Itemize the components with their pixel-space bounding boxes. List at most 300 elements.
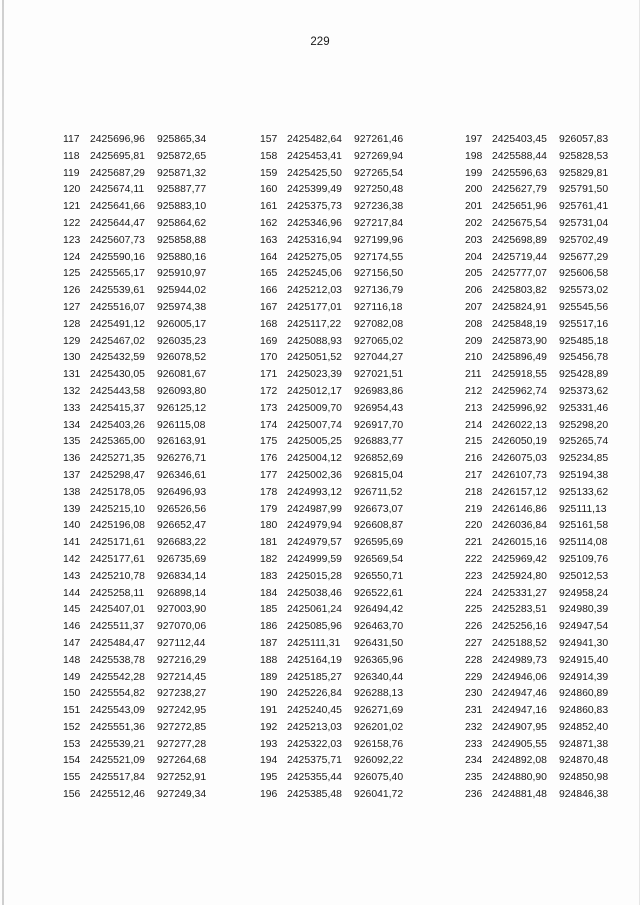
table-row [465, 250, 629, 267]
y-coordinate: 927252,91 [157, 772, 207, 784]
point-number: 200 [465, 184, 483, 196]
point-number: 198 [465, 150, 483, 162]
x-coordinate: 2425245,06 [287, 268, 342, 280]
table-row [63, 703, 227, 720]
x-coordinate: 2424989,73 [492, 654, 547, 666]
y-coordinate: 927156,50 [354, 268, 404, 280]
point-number: 127 [63, 301, 81, 313]
x-coordinate: 2425038,46 [287, 587, 342, 599]
point-number: 182 [260, 553, 278, 565]
x-coordinate: 2424993,12 [287, 486, 342, 498]
point-number: 132 [63, 385, 81, 397]
x-coordinate: 2425005,25 [287, 436, 342, 448]
y-coordinate: 926673,07 [354, 503, 404, 515]
y-coordinate: 926075,40 [354, 772, 404, 784]
y-coordinate: 924915,40 [559, 654, 609, 666]
y-coordinate: 926276,71 [157, 453, 207, 465]
table-row [260, 535, 424, 552]
x-coordinate: 2425696,96 [90, 134, 145, 145]
x-coordinate: 2425539,21 [90, 738, 145, 750]
y-coordinate: 927269,94 [354, 150, 404, 162]
x-coordinate: 2425088,93 [287, 335, 342, 347]
x-coordinate: 2425698,89 [492, 234, 547, 246]
point-number: 130 [63, 352, 81, 364]
y-coordinate: 926158,76 [354, 738, 404, 750]
y-coordinate: 925829,81 [559, 167, 609, 179]
x-coordinate: 2425590,16 [90, 251, 145, 263]
y-coordinate: 927021,51 [354, 369, 404, 381]
y-coordinate: 925871,32 [157, 167, 207, 179]
point-number: 168 [260, 318, 278, 330]
x-coordinate: 2426157,12 [492, 486, 547, 498]
y-coordinate: 926057,83 [559, 134, 609, 145]
y-coordinate: 927112,44 [157, 637, 206, 649]
x-coordinate: 2425271,35 [90, 453, 145, 465]
point-number: 148 [63, 654, 81, 666]
table-row [63, 586, 227, 603]
table-row [63, 233, 227, 250]
table-row [260, 770, 424, 787]
table-row [465, 451, 629, 468]
table-row [260, 703, 424, 720]
table-row [465, 552, 629, 569]
y-coordinate: 925161,58 [559, 520, 609, 532]
x-coordinate: 2425212,03 [287, 285, 342, 297]
x-coordinate: 2426022,13 [492, 419, 547, 431]
point-number: 163 [260, 234, 278, 246]
y-coordinate: 926683,22 [157, 537, 207, 549]
point-number: 172 [260, 385, 278, 397]
x-coordinate: 2425695,81 [90, 150, 145, 162]
table-row [63, 619, 227, 636]
table-row [260, 552, 424, 569]
y-coordinate: 927249,34 [157, 789, 207, 801]
page-number: 229 [310, 36, 330, 48]
y-coordinate: 925545,56 [559, 301, 609, 313]
x-coordinate: 2425443,58 [90, 385, 145, 397]
y-coordinate: 926041,72 [354, 789, 404, 801]
table-row [260, 149, 424, 166]
x-coordinate: 2424999,59 [287, 553, 342, 565]
table-row [260, 586, 424, 603]
point-number: 165 [260, 268, 278, 280]
x-coordinate: 2425085,96 [287, 621, 342, 633]
table-row [63, 199, 227, 216]
point-number: 204 [465, 251, 483, 263]
point-number: 180 [260, 520, 278, 532]
x-coordinate: 2425969,42 [492, 553, 547, 565]
point-number: 140 [63, 520, 81, 532]
table-row [63, 569, 227, 586]
y-coordinate: 924846,38 [559, 789, 609, 801]
point-number: 122 [63, 217, 81, 229]
x-coordinate: 2425213,03 [287, 721, 342, 733]
y-coordinate: 925887,77 [157, 184, 207, 196]
y-coordinate: 925864,62 [157, 217, 207, 229]
x-coordinate: 2426015,16 [492, 537, 547, 549]
x-coordinate: 2424905,55 [492, 738, 547, 750]
point-number: 125 [63, 268, 81, 280]
y-coordinate: 927217,84 [354, 217, 404, 229]
x-coordinate: 2425196,08 [90, 520, 145, 532]
y-coordinate: 926983,86 [354, 385, 404, 397]
table-row [63, 182, 227, 199]
point-number: 205 [465, 268, 483, 280]
table-row [465, 233, 629, 250]
y-coordinate: 925012,53 [559, 570, 609, 582]
x-coordinate: 2425516,07 [90, 301, 145, 313]
table-row [63, 552, 227, 569]
x-coordinate: 2424987,99 [287, 503, 342, 515]
point-number: 131 [63, 369, 81, 381]
x-coordinate: 2425322,03 [287, 738, 342, 750]
table-row [465, 619, 629, 636]
point-number: 229 [465, 671, 483, 683]
y-coordinate: 924958,24 [559, 587, 609, 599]
x-coordinate: 2425226,84 [287, 688, 342, 700]
point-number: 228 [465, 654, 483, 666]
x-coordinate: 2425596,63 [492, 167, 547, 179]
point-number: 212 [465, 385, 483, 397]
x-coordinate: 2425588,44 [492, 150, 547, 162]
point-number: 157 [260, 134, 278, 145]
x-coordinate: 2425178,05 [90, 486, 145, 498]
table-row [260, 367, 424, 384]
point-number: 123 [63, 234, 81, 246]
x-coordinate: 2425538,78 [90, 654, 145, 666]
y-coordinate: 927065,02 [354, 335, 404, 347]
x-coordinate: 2425188,52 [492, 637, 547, 649]
point-number: 179 [260, 503, 278, 515]
point-number: 220 [465, 520, 483, 532]
y-coordinate: 925761,41 [559, 201, 609, 213]
table-row [465, 703, 629, 720]
table-row [465, 535, 629, 552]
point-number: 146 [63, 621, 81, 633]
table-row [260, 384, 424, 401]
point-number: 218 [465, 486, 483, 498]
point-number: 176 [260, 453, 278, 465]
x-coordinate: 2425258,11 [90, 587, 145, 599]
y-coordinate: 926125,12 [157, 402, 207, 414]
y-coordinate: 925298,20 [559, 419, 609, 431]
table-row [465, 384, 629, 401]
point-number: 211 [465, 369, 482, 381]
y-coordinate: 927272,85 [157, 721, 207, 733]
y-coordinate: 925865,34 [157, 134, 207, 145]
point-number: 221 [465, 537, 483, 549]
point-number: 156 [63, 789, 81, 801]
x-coordinate: 2425543,09 [90, 705, 145, 717]
point-number: 136 [63, 453, 81, 465]
x-coordinate: 2425432,59 [90, 352, 145, 364]
table-row [465, 770, 629, 787]
point-number: 129 [63, 335, 81, 347]
table-row [63, 434, 227, 451]
y-coordinate: 927250,48 [354, 184, 404, 196]
y-coordinate: 927214,45 [157, 671, 207, 683]
x-coordinate: 2425283,51 [492, 604, 547, 616]
x-coordinate: 2425004,12 [287, 453, 342, 465]
point-number: 137 [63, 469, 81, 481]
y-coordinate: 927238,27 [157, 688, 207, 700]
y-coordinate: 925880,16 [157, 251, 207, 263]
point-number: 121 [63, 201, 81, 213]
table-row [63, 636, 227, 653]
y-coordinate: 927216,29 [157, 654, 207, 666]
point-number: 154 [63, 755, 81, 767]
table-row [260, 250, 424, 267]
point-number: 174 [260, 419, 278, 431]
table-row [63, 602, 227, 619]
point-number: 126 [63, 285, 81, 297]
x-coordinate: 2425009,70 [287, 402, 342, 414]
point-number: 202 [465, 217, 483, 229]
x-coordinate: 2425185,27 [287, 671, 342, 683]
y-coordinate: 926815,04 [354, 469, 404, 481]
y-coordinate: 925428,89 [559, 369, 609, 381]
point-number: 147 [63, 637, 81, 649]
table-row [63, 518, 227, 535]
table-row [465, 518, 629, 535]
x-coordinate: 2425848,19 [492, 318, 547, 330]
table-row [63, 250, 227, 267]
y-coordinate: 926271,69 [354, 705, 404, 717]
y-coordinate: 925331,46 [559, 402, 609, 414]
table-row [260, 653, 424, 670]
point-number: 184 [260, 587, 278, 599]
table-row [465, 720, 629, 737]
y-coordinate: 927136,79 [354, 285, 404, 297]
point-number: 164 [260, 251, 278, 263]
x-coordinate: 2425415,37 [90, 402, 145, 414]
table-row [63, 384, 227, 401]
point-number: 145 [63, 604, 81, 616]
table-row [465, 266, 629, 283]
table-row [260, 418, 424, 435]
table-row [63, 753, 227, 770]
y-coordinate: 927003,90 [157, 604, 207, 616]
x-coordinate: 2425644,47 [90, 217, 145, 229]
y-coordinate: 926735,69 [157, 553, 207, 565]
point-number: 201 [465, 201, 483, 213]
table-row [260, 401, 424, 418]
table-row [63, 670, 227, 687]
point-number: 194 [260, 755, 278, 767]
point-number: 178 [260, 486, 278, 498]
point-number: 227 [465, 637, 483, 649]
point-number: 213 [465, 402, 483, 414]
y-coordinate: 925234,85 [559, 453, 609, 465]
y-coordinate: 926711,52 [354, 486, 403, 498]
point-number: 175 [260, 436, 278, 448]
table-row [465, 334, 629, 351]
x-coordinate: 2425002,36 [287, 469, 342, 481]
y-coordinate: 926496,93 [157, 486, 207, 498]
point-number: 191 [260, 705, 278, 717]
y-coordinate: 925517,16 [559, 318, 609, 330]
y-coordinate: 924980,39 [559, 604, 609, 616]
x-coordinate: 2424880,90 [492, 772, 547, 784]
x-coordinate: 2425542,28 [90, 671, 145, 683]
table-row [260, 636, 424, 653]
x-coordinate: 2425012,17 [287, 385, 342, 397]
x-coordinate: 2425996,92 [492, 402, 547, 414]
table-row [260, 787, 424, 804]
x-coordinate: 2425554,82 [90, 688, 145, 700]
table-row [260, 753, 424, 770]
y-coordinate: 925109,76 [559, 553, 609, 565]
table-row [465, 636, 629, 653]
table-row [260, 485, 424, 502]
y-coordinate: 926852,69 [354, 453, 404, 465]
table-row [260, 619, 424, 636]
y-coordinate: 925910,97 [157, 268, 207, 280]
y-coordinate: 926201,02 [354, 721, 404, 733]
x-coordinate: 2425007,74 [287, 419, 342, 431]
y-coordinate: 925944,02 [157, 285, 207, 297]
x-coordinate: 2425275,05 [287, 251, 342, 263]
y-coordinate: 927082,08 [354, 318, 404, 330]
table-row [260, 737, 424, 754]
y-coordinate: 924914,39 [559, 671, 609, 683]
table-row [260, 233, 424, 250]
table-row [465, 401, 629, 418]
table-row [260, 720, 424, 737]
x-coordinate: 2425627,79 [492, 184, 547, 196]
point-number: 208 [465, 318, 483, 330]
y-coordinate: 927265,54 [354, 167, 404, 179]
x-coordinate: 2425484,47 [90, 637, 145, 649]
x-coordinate: 2425607,73 [90, 234, 145, 246]
point-number: 192 [260, 721, 278, 733]
y-coordinate: 926954,43 [354, 402, 404, 414]
point-number: 173 [260, 402, 278, 414]
x-coordinate: 2425399,49 [287, 184, 342, 196]
table-row [260, 670, 424, 687]
table-row [63, 720, 227, 737]
point-number: 181 [260, 537, 278, 549]
x-coordinate: 2424979,57 [287, 537, 342, 549]
point-number: 186 [260, 621, 278, 633]
y-coordinate: 927044,27 [354, 352, 404, 364]
y-coordinate: 924870,48 [559, 755, 609, 767]
point-number: 190 [260, 688, 278, 700]
table-row [465, 653, 629, 670]
x-coordinate: 2425210,78 [90, 570, 145, 582]
table-row [465, 434, 629, 451]
y-coordinate: 926522,61 [354, 587, 404, 599]
x-coordinate: 2425215,10 [90, 503, 145, 515]
y-coordinate: 927264,68 [157, 755, 207, 767]
x-coordinate: 2425403,26 [90, 419, 145, 431]
table-row [260, 283, 424, 300]
point-number: 117 [63, 134, 80, 145]
table-row [465, 485, 629, 502]
x-coordinate: 2425918,55 [492, 369, 547, 381]
x-coordinate: 2425962,74 [492, 385, 547, 397]
table-row [465, 300, 629, 317]
page-edge-left [2, 0, 4, 905]
y-coordinate: 926494,42 [354, 604, 404, 616]
table-row [465, 283, 629, 300]
table-row [465, 182, 629, 199]
x-coordinate: 2425023,39 [287, 369, 342, 381]
table-row [260, 216, 424, 233]
table-row [465, 350, 629, 367]
table-row [63, 350, 227, 367]
point-number: 188 [260, 654, 278, 666]
x-coordinate: 2424979,94 [287, 520, 342, 532]
point-number: 214 [465, 419, 483, 431]
table-row [63, 502, 227, 519]
y-coordinate: 927174,55 [354, 251, 404, 263]
table-row [63, 737, 227, 754]
x-coordinate: 2425355,44 [287, 772, 342, 784]
point-number: 151 [63, 705, 81, 717]
point-number: 196 [260, 789, 278, 801]
y-coordinate: 927277,28 [157, 738, 207, 750]
point-number: 215 [465, 436, 483, 448]
y-coordinate: 926431,50 [354, 637, 404, 649]
y-coordinate: 925702,49 [559, 234, 609, 246]
table-row [465, 787, 629, 804]
y-coordinate: 927116,18 [354, 301, 403, 313]
table-row [63, 149, 227, 166]
x-coordinate: 2425521,09 [90, 755, 145, 767]
point-number: 142 [63, 553, 81, 565]
y-coordinate: 926463,70 [354, 621, 404, 633]
point-number: 158 [260, 150, 278, 162]
x-coordinate: 2424892,08 [492, 755, 547, 767]
point-number: 197 [465, 134, 483, 145]
y-coordinate: 926081,67 [157, 369, 207, 381]
x-coordinate: 2425651,96 [492, 201, 547, 213]
table-row [260, 468, 424, 485]
y-coordinate: 926115,08 [157, 419, 206, 431]
x-coordinate: 2425719,44 [492, 251, 547, 263]
point-number: 162 [260, 217, 278, 229]
table-row [465, 686, 629, 703]
x-coordinate: 2426050,19 [492, 436, 547, 448]
point-number: 143 [63, 570, 81, 582]
table-row [63, 283, 227, 300]
x-coordinate: 2425512,46 [90, 789, 145, 801]
x-coordinate: 2425896,49 [492, 352, 547, 364]
y-coordinate: 925872,65 [157, 150, 207, 162]
y-coordinate: 926346,61 [157, 469, 207, 481]
y-coordinate: 925456,78 [559, 352, 609, 364]
x-coordinate: 2425675,54 [492, 217, 547, 229]
table-row [63, 653, 227, 670]
point-number: 120 [63, 184, 81, 196]
y-coordinate: 925485,18 [559, 335, 609, 347]
table-row [260, 132, 424, 149]
y-coordinate: 925974,38 [157, 301, 207, 313]
point-number: 210 [465, 352, 483, 364]
point-number: 159 [260, 167, 278, 179]
x-coordinate: 2425517,84 [90, 772, 145, 784]
table-row [260, 166, 424, 183]
table-row [465, 602, 629, 619]
y-coordinate: 926569,54 [354, 553, 404, 565]
point-number: 118 [63, 150, 80, 162]
y-coordinate: 925133,62 [559, 486, 609, 498]
y-coordinate: 926834,14 [157, 570, 207, 582]
x-coordinate: 2425171,61 [90, 537, 145, 549]
x-coordinate: 2425365,00 [90, 436, 145, 448]
y-coordinate: 926092,22 [354, 755, 404, 767]
